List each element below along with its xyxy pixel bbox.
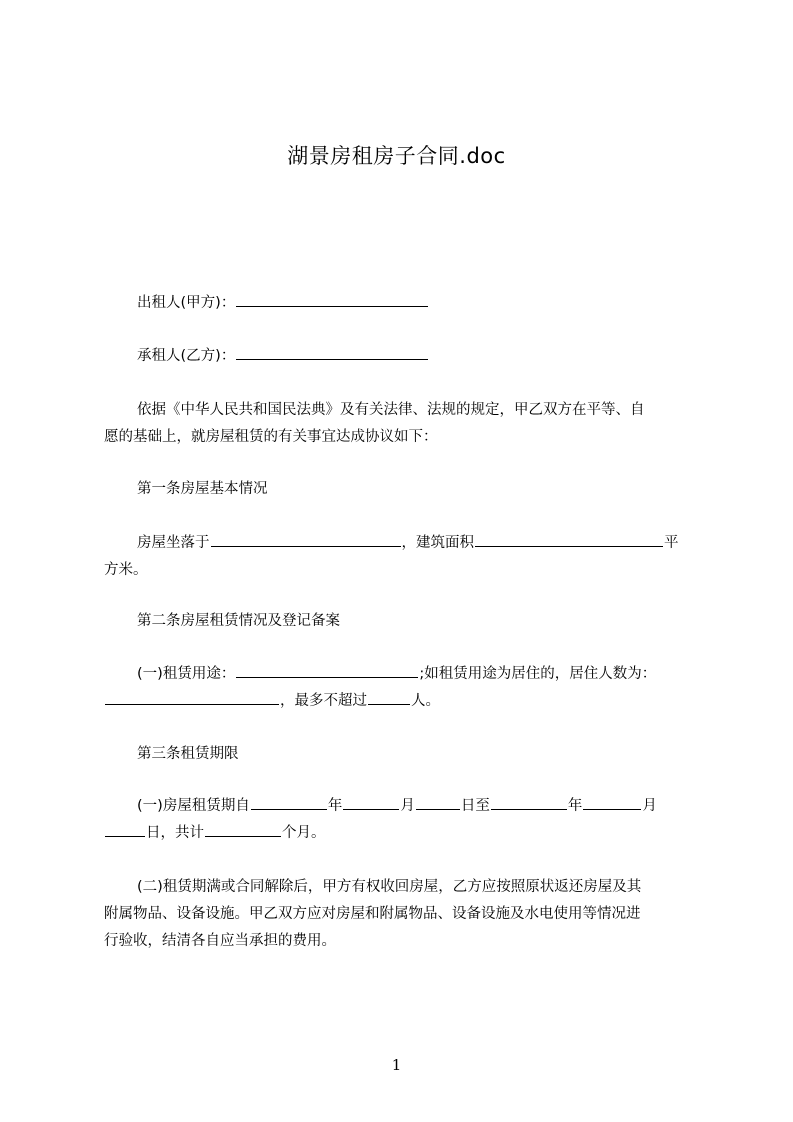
- article3-clause2-line-1: (二)租赁期满或合同解除后，甲方有权收回房屋，乙方应按照原状返还房屋及其: [137, 879, 642, 895]
- article1-line-1: [104, 530, 700, 557]
- month-label-1: 月: [400, 798, 415, 814]
- intro-line-1: 依据《中华人民共和国民法典》及有关法律、法规的规定，甲乙双方在平等、自: [137, 402, 645, 418]
- article3-clause2-line-3: 行验收，结清各自应当承担的费用。: [104, 933, 336, 949]
- article3-heading: 第三条租赁期限: [137, 746, 239, 762]
- use-label: (一)租赁用途：: [137, 666, 236, 682]
- location-prefix: 房屋坐落于: [137, 535, 210, 551]
- max-occupants-blank[interactable]: [368, 690, 410, 705]
- article3-clause1-line-1: [104, 793, 700, 820]
- use-blank[interactable]: [236, 663, 418, 678]
- max-prefix: ，最多不超过: [280, 693, 367, 709]
- end-year-blank[interactable]: [491, 795, 567, 810]
- article2-paragraph: [104, 661, 700, 715]
- term-start: (一)房屋租赁期自: [137, 798, 250, 814]
- article3-clause1-line-2: [104, 820, 700, 847]
- lessee-label: 承租人(乙方)：: [137, 348, 236, 364]
- total-months-blank[interactable]: [205, 822, 281, 837]
- months-label: 个月。: [282, 825, 326, 841]
- month-label-2: 月: [642, 798, 657, 814]
- article1-paragraph: [104, 530, 700, 584]
- article1-heading: 第一条房屋基本情况: [137, 481, 268, 497]
- lessee-line: [104, 345, 733, 365]
- start-day-blank[interactable]: [416, 795, 460, 810]
- location-blank[interactable]: [211, 532, 401, 547]
- max-suffix: 人。: [411, 693, 440, 709]
- page-number: 1: [391, 1056, 402, 1074]
- article1-line-2: 方米。: [104, 562, 148, 578]
- area-unit-a: 平: [664, 535, 679, 551]
- article3-clause1: [104, 793, 700, 847]
- area-label: ，建筑面积: [401, 535, 474, 551]
- lessor-line: [104, 292, 733, 312]
- lessor-label: 出租人(甲方)：: [137, 295, 236, 311]
- document-title: 湖景房租房子合同.doc: [287, 144, 506, 168]
- occupants-blank[interactable]: [105, 690, 279, 705]
- end-day-blank[interactable]: [105, 822, 145, 837]
- article2-line-2: [104, 688, 700, 715]
- intro-paragraph: [104, 397, 700, 451]
- lessor-blank[interactable]: [236, 292, 428, 307]
- intro-line-2: 愿的基础上，就房屋租赁的有关事宜达成协议如下：: [104, 429, 438, 445]
- start-year-blank[interactable]: [251, 795, 327, 810]
- year-label-1: 年: [327, 798, 343, 814]
- day-total-label: 日，共计: [146, 825, 204, 841]
- area-blank[interactable]: [475, 532, 663, 547]
- occupants-label: ;如租赁用途为居住的，居住人数为：: [419, 666, 657, 682]
- day-to-label: 日至: [460, 798, 490, 814]
- end-month-blank[interactable]: [583, 795, 641, 810]
- article2-heading: 第二条房屋租赁情况及登记备案: [137, 613, 340, 629]
- year-label-2: 年: [567, 798, 583, 814]
- lessee-blank[interactable]: [236, 345, 428, 360]
- article3-clause2-line-2: 附属物品、设备设施。甲乙双方应对房屋和附属物品、设备设施及水电使用等情况进: [104, 906, 641, 922]
- start-month-blank[interactable]: [343, 795, 399, 810]
- article2-line-1: [104, 661, 700, 688]
- article3-clause2: [104, 874, 700, 955]
